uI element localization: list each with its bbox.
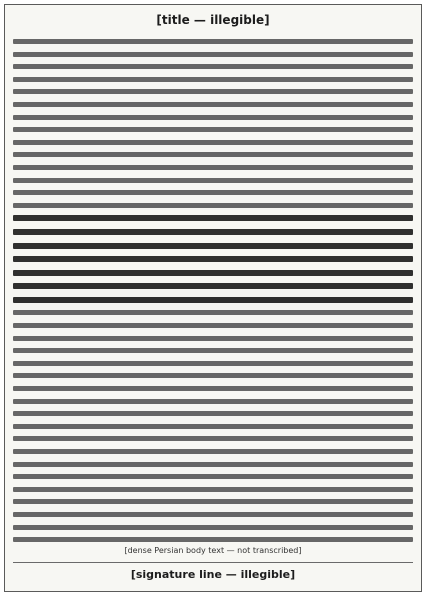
text-line (13, 411, 413, 416)
emphasized-text-line (13, 270, 413, 276)
text-line (13, 39, 413, 44)
text-line (13, 537, 413, 542)
notice-body (13, 39, 413, 545)
notice-title: [title — illegible] (156, 13, 270, 27)
text-line (13, 64, 413, 69)
notice-sheet (4, 4, 422, 592)
text-line (13, 487, 413, 492)
text-line (13, 424, 413, 429)
text-line (13, 499, 413, 504)
notice-footer: [signature line — illegible] (130, 567, 296, 581)
text-line (13, 102, 413, 107)
text-line (13, 436, 413, 441)
emphasized-text-line (13, 229, 413, 235)
text-line (13, 336, 413, 341)
text-line (13, 474, 413, 479)
emphasized-text-line (13, 243, 413, 249)
emphasized-text-line (13, 297, 413, 303)
footer-divider (13, 562, 413, 563)
text-line (13, 203, 413, 208)
text-line (13, 178, 413, 183)
text-line (13, 310, 413, 315)
text-line (13, 525, 413, 530)
text-line (13, 89, 413, 94)
text-line (13, 386, 413, 391)
text-line (13, 190, 413, 195)
text-line (13, 127, 413, 132)
text-line (13, 399, 413, 404)
emphasized-text-line (13, 215, 413, 221)
emphasized-text-line (13, 283, 413, 289)
text-line (13, 77, 413, 82)
text-line (13, 52, 413, 57)
text-line (13, 348, 413, 353)
text-line (13, 373, 413, 378)
text-line (13, 115, 413, 120)
text-line (13, 449, 413, 454)
text-line (13, 323, 413, 328)
text-line (13, 140, 413, 145)
text-line (13, 165, 413, 170)
text-line (13, 361, 413, 366)
text-line (13, 512, 413, 517)
body-note: [dense Persian body text — not transcribed] (124, 546, 302, 555)
text-line (13, 152, 413, 157)
emphasized-text-line (13, 256, 413, 262)
text-line (13, 462, 413, 467)
